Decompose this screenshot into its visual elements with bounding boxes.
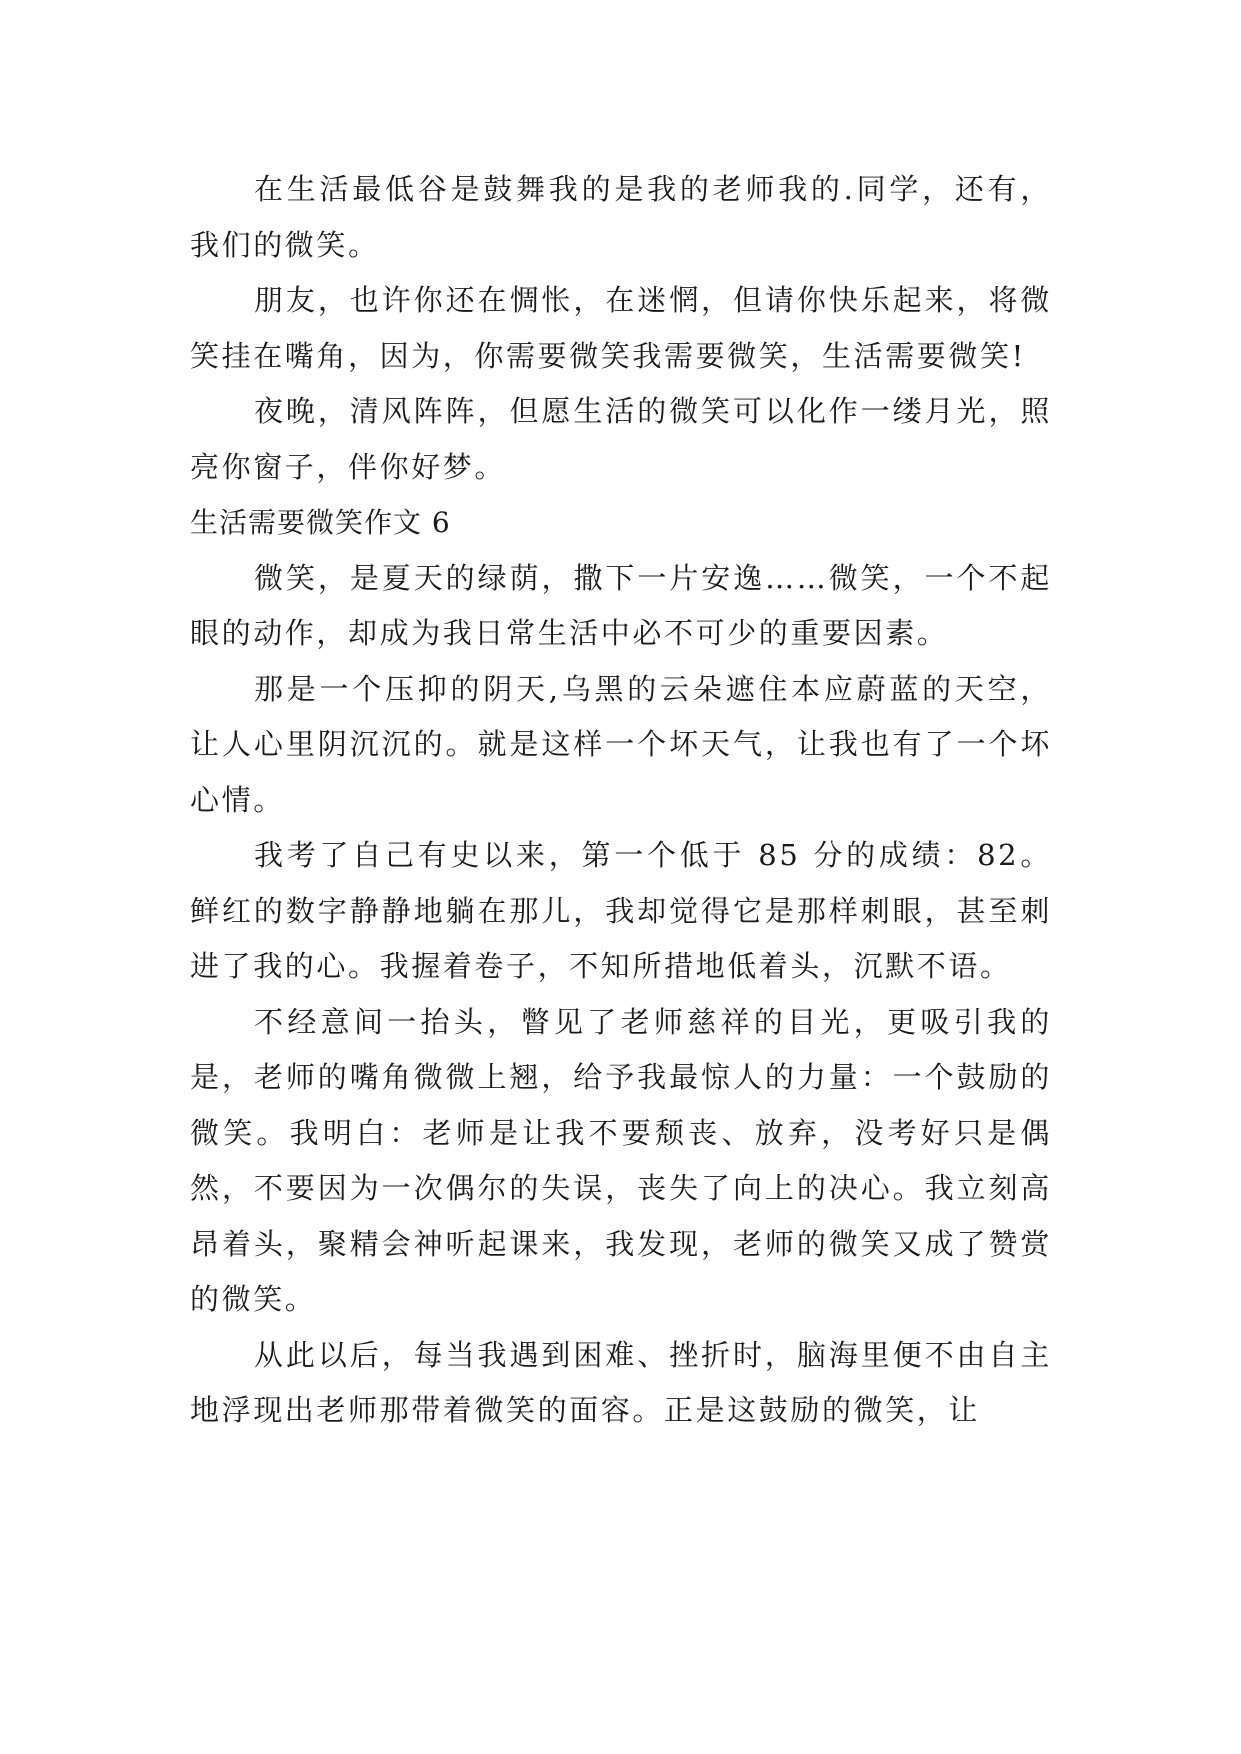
document-body xyxy=(190,162,1052,1439)
paragraph: 在生活最低谷是鼓舞我的是我的老师我的.同学，还有，我们的微笑。 xyxy=(190,172,1052,262)
section-heading: 生活需要微笑作文 6 xyxy=(190,506,451,539)
paragraph: 从此以后，每当我遇到困难、挫折时，脑海里便不由自主地浮现出老师那带着微笑的面容。正是这鼓励的微笑，让 xyxy=(190,1337,1052,1427)
paragraph: 夜晚，清风阵阵，但愿生活的微笑可以化作一缕月光，照亮你窗子，伴你好梦。 xyxy=(190,394,1052,484)
paragraph: 那是一个压抑的阴天,乌黑的云朵遮住本应蔚蓝的天空，让人心里阴沉沉的。就是这样一个坏天气，让我也有了一个坏心情。 xyxy=(190,671,1052,817)
paragraph: 我考了自己有史以来，第一个低于 85 分的成绩：82。鲜红的数字静静地躺在那儿，我却觉得它是那样刺眼，甚至刺进了我的心。我握着卷子，不知所措地低着头，沉默不语。 xyxy=(190,838,1052,983)
paragraph: 微笑，是夏天的绿荫，撒下一片安逸……微笑，一个不起眼的动作，却成为我日常生活中必不可少的重要因素。 xyxy=(190,560,1052,650)
paragraph: 朋友，也许你还在惆怅，在迷惘，但请你快乐起来，将微笑挂在嘴角，因为，你需要微笑我需要微笑，生活需要微笑! xyxy=(190,283,1052,373)
paragraph: 不经意间一抬头，瞥见了老师慈祥的目光，更吸引我的是，老师的嘴角微微上翘，给予我最惊人的力量：一个鼓励的微笑。我明白：老师是让我不要颓丧、放弃，没考好只是偶然，不要因为一次偶尔的失误，丧失了向上的决心。我立刻高昂着头，聚精会神听起课来，我发现，老师的微笑又成了赞赏的微笑。 xyxy=(190,1004,1052,1316)
